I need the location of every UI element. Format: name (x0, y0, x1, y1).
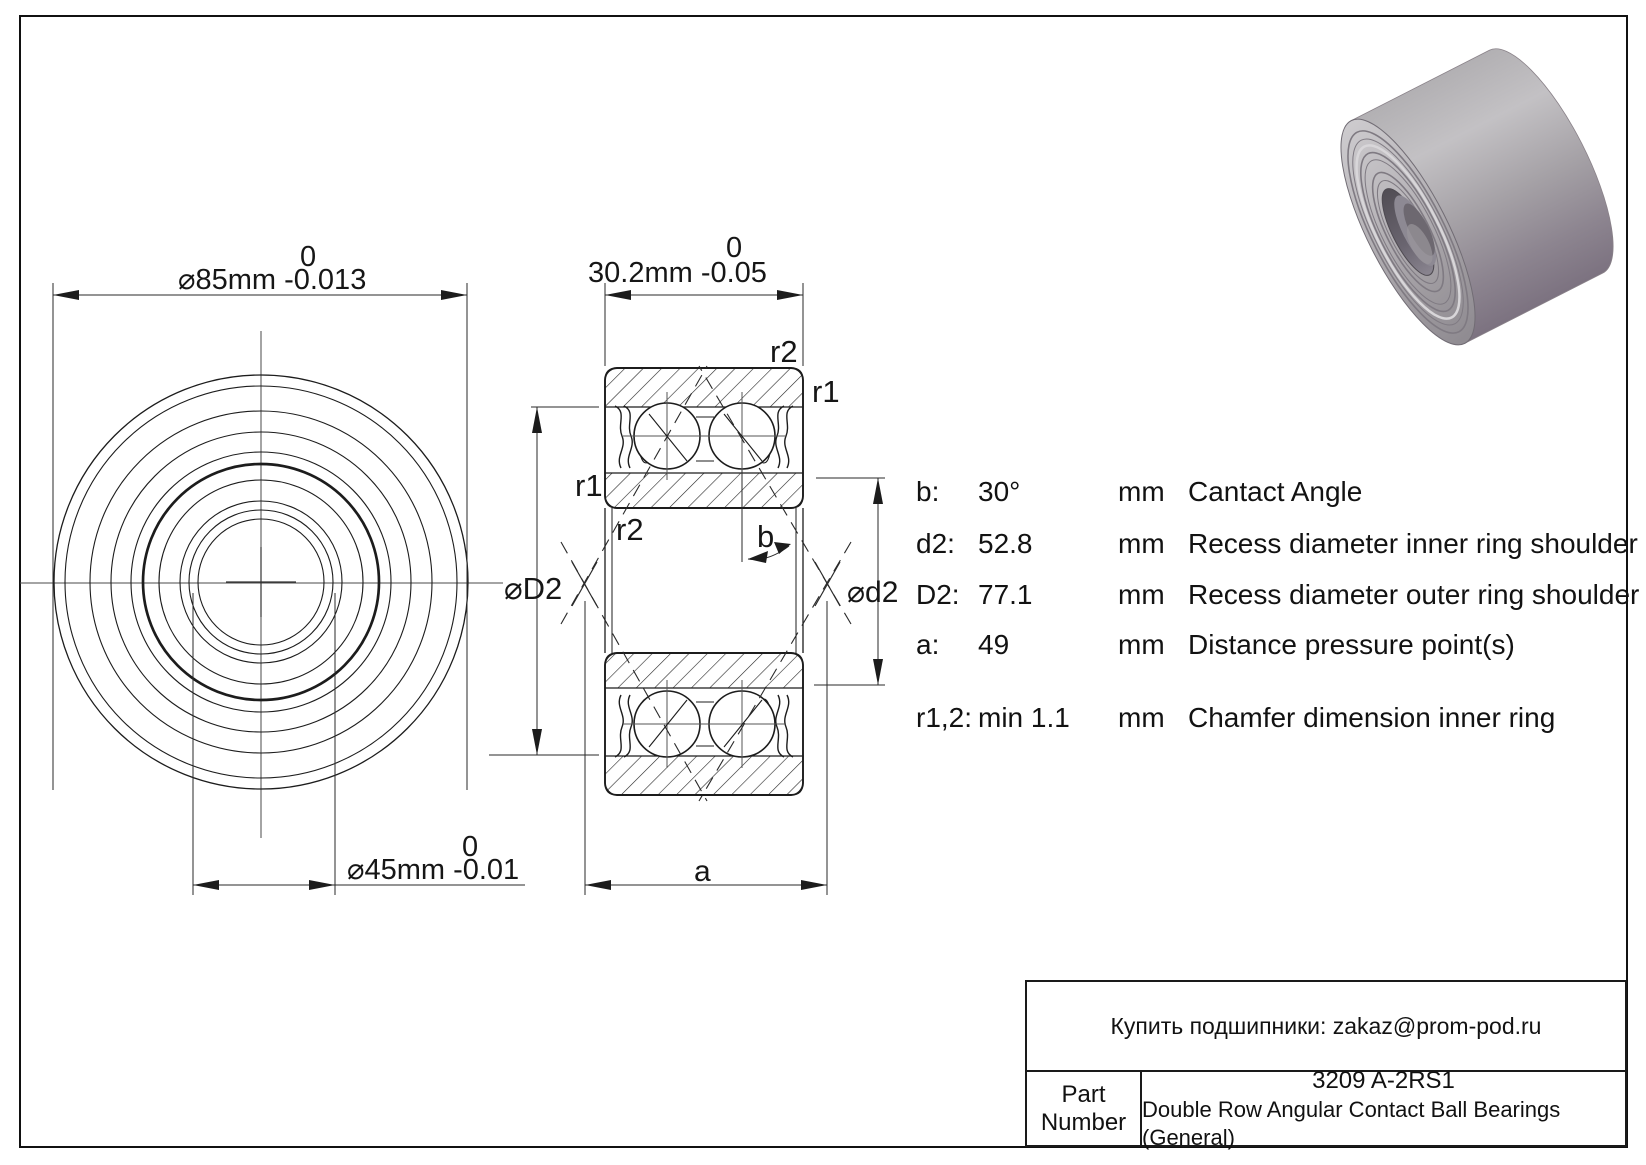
label-r1-left: r1 (575, 468, 603, 503)
spec-desc: Chamfer dimension inner ring (1188, 702, 1556, 733)
spec-label: D2: (916, 579, 960, 610)
spec-unit: mm (1118, 528, 1165, 559)
part-number-value: 3209 A-2RS1 (1312, 1066, 1455, 1094)
spec-label: d2: (916, 528, 955, 559)
spec-desc: Recess diameter inner ring shoulder (1188, 528, 1638, 559)
spec-row-a (0, 629, 1646, 663)
bore-tolerance-high: 0 (462, 831, 479, 863)
bearing-photo (1316, 32, 1639, 361)
spec-unit: mm (1118, 476, 1165, 507)
spec-row-D2 (0, 579, 1646, 613)
spec-value: min 1.1 (978, 702, 1070, 733)
spec-row-b (0, 476, 1646, 510)
spec-label: a: (916, 629, 940, 660)
spec-unit: mm (1118, 629, 1165, 660)
spec-desc: Distance pressure point(s) (1188, 629, 1515, 660)
label-r2-inner: r2 (616, 512, 644, 547)
spec-unit: mm (1118, 579, 1165, 610)
label-r1-right: r1 (812, 374, 840, 409)
spec-value: 49 (978, 629, 1010, 660)
width-tolerance-high: 0 (726, 232, 743, 264)
spec-value: 30° (978, 476, 1021, 507)
label-r2-top: r2 (770, 334, 798, 369)
title-block (1025, 980, 1627, 1150)
spec-row-d2 (0, 528, 1646, 562)
label-a: a (694, 855, 711, 888)
od-dimension-text: ⌀85mm -0.013 (178, 264, 367, 296)
label-D2: ⌀D2 (504, 571, 563, 606)
spec-label: r1,2: (916, 702, 973, 733)
part-number-label (1027, 1072, 1142, 1145)
od-tolerance-high: 0 (300, 241, 317, 273)
spec-unit: mm (1118, 702, 1165, 733)
bore-dimension-text: ⌀45mm -0.01 (347, 854, 520, 886)
spec-desc: Cantact Angle (1188, 476, 1363, 507)
part-label-line2: Number (1040, 1108, 1127, 1136)
part-description: Double Row Angular Contact Ball Bearings (General) (1142, 1096, 1561, 1150)
part-label-line1: Part (1061, 1080, 1106, 1108)
spec-desc: Recess diameter outer ring shoulder (1188, 579, 1640, 610)
spec-value: 77.1 (978, 579, 1033, 610)
contact-line: Купить подшипники: zakaz@prom-pod.ru (1027, 982, 1625, 1072)
spec-value: 52.8 (978, 528, 1033, 559)
width-dimension-text: 30.2mm -0.05 (588, 257, 767, 289)
label-b: b (757, 519, 775, 554)
label-d2: ⌀d2 (847, 576, 899, 609)
spec-row-r12 (0, 702, 1646, 736)
spec-label: b: (916, 476, 940, 507)
